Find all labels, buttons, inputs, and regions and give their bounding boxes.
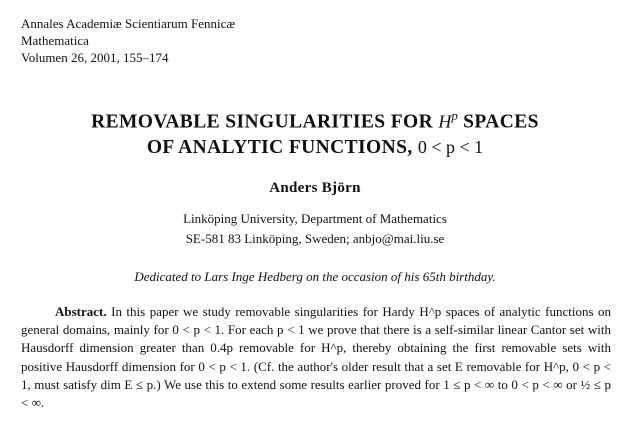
- journal-volume: Volumen 26, 2001, 155–174: [21, 50, 169, 65]
- title-math-h: H: [438, 111, 452, 132]
- journal-header: [21, 15, 235, 66]
- title-line-1: [0, 103, 630, 135]
- abstract-label: Abstract.: [55, 304, 107, 319]
- journal-series: Mathematica: [21, 33, 89, 48]
- affiliation: [0, 209, 630, 249]
- abstract-paragraph: [21, 303, 611, 412]
- title-math-range: 0 < p < 1: [417, 136, 484, 157]
- affiliation-line-1: Linköping University, Department of Mathematics: [183, 211, 447, 226]
- affiliation-line-2: SE-581 83 Linköping, Sweden; anbjo@mai.liu.se: [185, 231, 445, 246]
- dedication: Dedicated to Lars Inge Hedberg on the occasion of his 65th birthday.: [134, 269, 496, 284]
- title-line-1-text-a: REMOVABLE SINGULARITIES FOR: [91, 111, 434, 133]
- abstract: [21, 303, 611, 412]
- title-line-2: [0, 135, 630, 160]
- author-name: Anders Björn: [269, 180, 361, 196]
- abstract-text: In this paper we study removable singularities for Hardy H^p spaces of analytic functions on general domains, mainly for 0 < p < 1. For each p < 1 we prove that there is a self-similar linear Cantor set with Hausdorff dimension greater than 0.4p removable for H^p, thereby obtaining the first removable sets with positive Hausdorff dimension for 0 < p < 1. (Cf. the author's older result that a set E removable for H^p, 0 < p < 1, must satisfy dim E ≤ p.) We use this to extend some results earlier proved for 1 ≤ p < ∞ to 0 < p < ∞ or ½ ≤ p < ∞.: [21, 304, 612, 411]
- title-line-1-text-b: SPACES: [463, 111, 539, 133]
- paper-title: [0, 103, 630, 160]
- title-math-p: p: [451, 108, 458, 123]
- title-line-2-text: OF ANALYTIC FUNCTIONS,: [146, 136, 413, 158]
- journal-name: Annales Academiæ Scientiarum Fennicæ: [21, 16, 236, 31]
